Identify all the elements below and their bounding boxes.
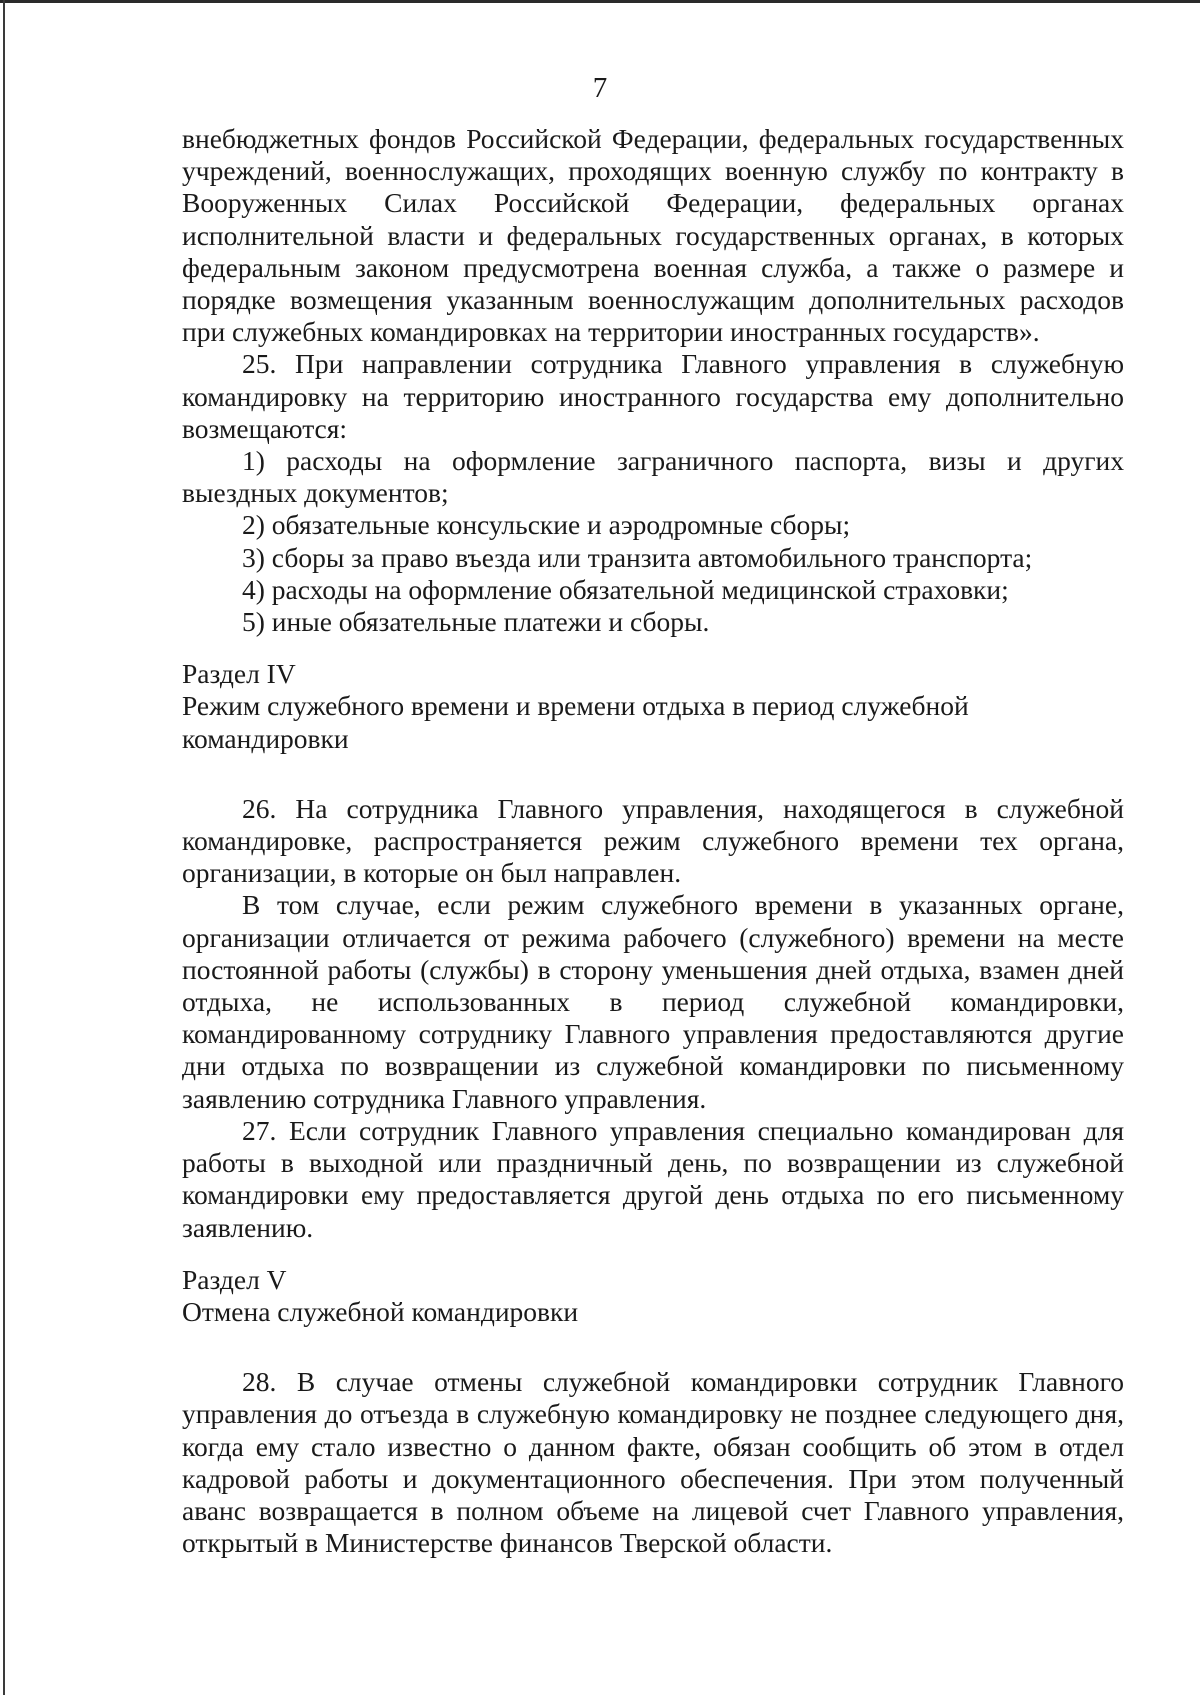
list-item-2: 2) обязательные консульские и аэродромные сборы; <box>242 509 851 541</box>
scan-border-left <box>3 0 5 1695</box>
section-4-title-line-2: командировки <box>182 722 349 754</box>
spacer <box>182 638 1124 658</box>
list-item-1: 1) расходы на оформление заграничного паспорта, визы и других выездных документов; <box>182 445 1124 509</box>
page-number: 7 <box>592 72 608 104</box>
scan-border-top <box>0 0 1200 3</box>
paragraph-26-continued: В том случае, если режим служебного времени в указанных органе, организации отличается от режима рабочего (служебного) времени на месте постоянной работы (службы) в сторону уменьшения дней отдыха, взамен дней отдыха, не использованных в период служебной командировки, командированному сотруднику Главного управления предоставляются другие дни отдыха по возвращении из служебной командировки по письменному заявлению сотрудника Главного управления. <box>182 889 1124 1114</box>
section-5-title: Отмена служебной командировки <box>182 1295 579 1327</box>
paragraph-26: 26. На сотрудника Главного управления, находящегося в служебной командировке, распространяется режим служебного времени тех органа, организации, в которые он был направлен. <box>182 792 1124 889</box>
section-4-heading: Раздел IV <box>182 658 296 690</box>
paragraph-continuation: внебюджетных фондов Российской Федерации, федеральных государственных учреждений, военнослужащих, проходящих военную службу по контракту в Вооруженных Силах Российской Федерации, федеральных органах исполнительной власти и федеральных государственных органах, в которых федеральным законом предусмотрена военная служба, а также о размере и порядке возмещения указанным военнослужащим дополнительных расходов при служебных командировках на территории иностранных государств». <box>182 123 1124 348</box>
list-item-5: 5) иные обязательные платежи и сборы. <box>242 606 710 638</box>
paragraph-25: 25. При направлении сотрудника Главного управления в служебную командировку на территорию иностранного государства ему дополнительно возмещаются: <box>182 348 1124 444</box>
section-5-heading: Раздел V <box>182 1263 287 1295</box>
spacer <box>182 755 1124 793</box>
spacer <box>182 1244 1124 1264</box>
paragraph-28: 28. В случае отмены служебной командировки сотрудник Главного управления до отъезда в служебную командировку не позднее следующего дня, когда ему стало известно о данном факте, обязан сообщить об этом в отдел кадровой работы и документационного обеспечения. При этом полученный аванс возвращается в полном объеме на лицевой счет Главного управления, открытый в Министерстве финансов Тверской области. <box>182 1366 1124 1559</box>
spacer <box>182 1328 1124 1366</box>
list-item-3: 3) сборы за право въезда или транзита автомобильного транспорта; <box>242 541 1033 573</box>
list-item-4: 4) расходы на оформление обязательной медицинской страховки; <box>242 573 1009 605</box>
section-4-title-line-1: Режим служебного времени и времени отдыха в период служебной <box>182 690 969 722</box>
document-body <box>182 123 1124 1559</box>
paragraph-27: 27. Если сотрудник Главного управления специально командирован для работы в выходной или праздничный день, по возвращении из служебной командировки ему предоставляется другой день отдыха по его письменному заявлению. <box>182 1114 1124 1243</box>
